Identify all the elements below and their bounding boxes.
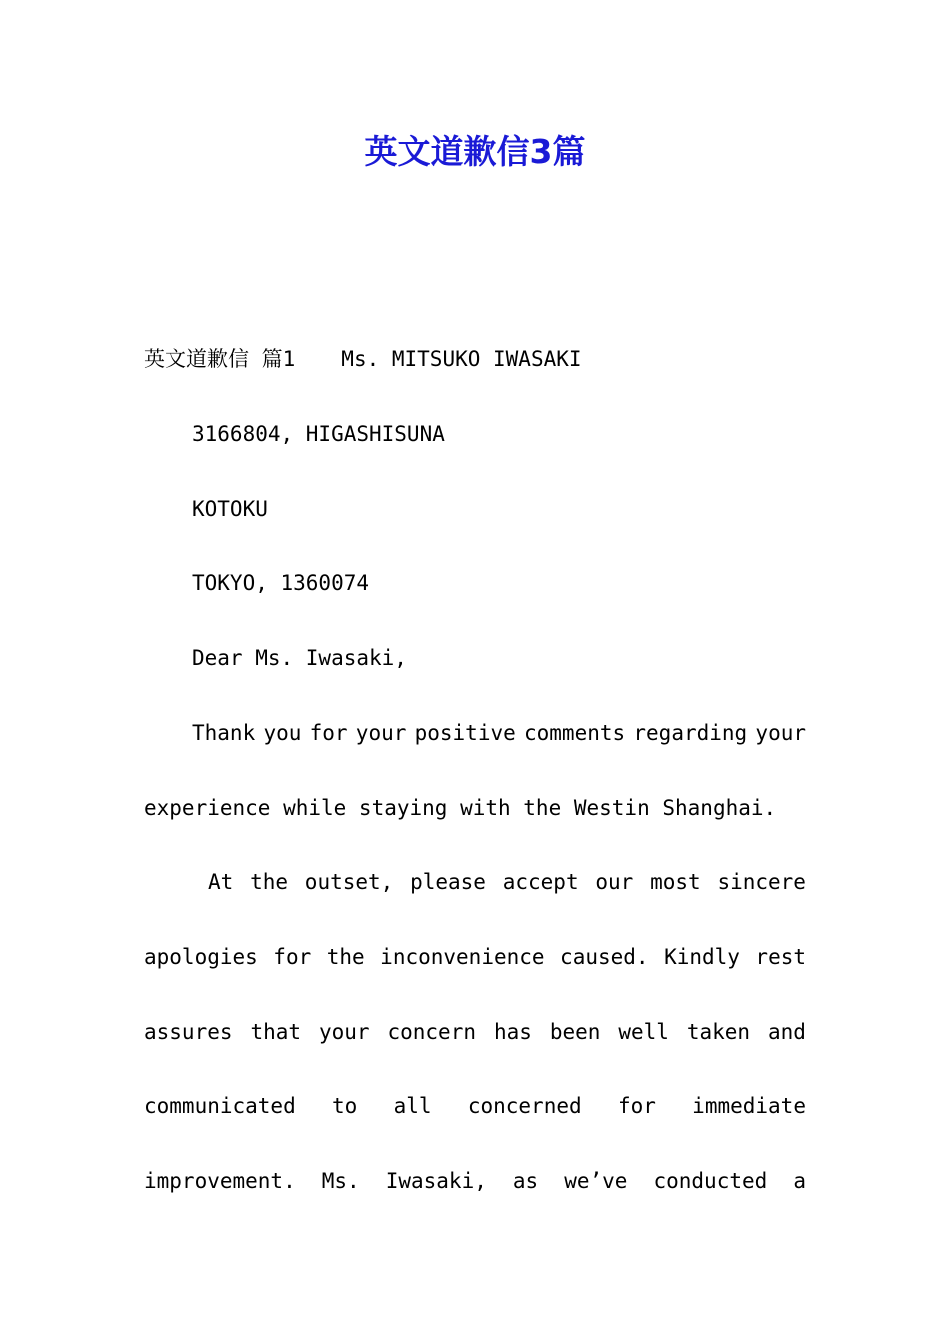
word: positive [414,721,516,745]
paragraph2-line3 [144,1017,806,1047]
paragraph2-line4 [144,1091,806,1121]
word: please [410,870,486,894]
word: Kindly [664,945,740,969]
word: to [332,1094,358,1118]
word: a [793,1169,806,1193]
word: most [650,870,701,894]
word: the [326,945,365,969]
word: regarding [633,721,748,745]
paragraph1-line1 [192,718,806,748]
word: for [617,1094,656,1118]
word: all [393,1094,432,1118]
word: you [263,721,302,745]
word: Iwasaki, [385,1169,487,1193]
word: has [493,1020,532,1044]
word: Ms. [321,1169,360,1193]
word: your [355,721,407,745]
word: the [250,870,289,894]
word: as [512,1169,539,1193]
address-line-2: KOTOKU [192,497,268,521]
word: outset, [304,870,394,894]
paragraph2-line5 [144,1166,806,1196]
section-heading-line [144,344,806,374]
word: been [549,1020,601,1044]
document-title: 英文道歉信3篇 [364,132,586,171]
word: conducted [653,1169,768,1193]
word: Thank [192,721,256,745]
address-line-3: TOKYO, 1360074 [192,571,370,595]
word: apologies [144,945,258,969]
word: improvement. [144,1169,296,1193]
word: for [309,721,348,745]
word: caused. [560,945,649,969]
word: At [208,870,234,894]
word: communicated [144,1094,296,1118]
word: your [755,721,806,745]
word: inconvenience [380,945,545,969]
word: comments [524,721,626,745]
address-line-1: 3166804, HIGASHISUNA [192,422,445,446]
section-label: 英文道歉信 篇1 [144,347,296,371]
paragraph1-line2: experience while staying with the Westin Shanghai. [144,796,777,820]
word: assures [144,1020,233,1044]
salutation: Dear Ms. Iwasaki, [192,646,407,670]
word: well [618,1020,669,1044]
word: taken [686,1020,751,1044]
word: for [273,945,312,969]
recipient-name: Ms. MITSUKO IWASAKI [341,347,582,371]
word: accept [502,870,579,894]
word: our [595,870,634,894]
word: concerned [467,1094,582,1118]
word: and [768,1020,806,1044]
word: we’ve [564,1169,628,1193]
word: sincere [717,870,806,894]
word: your [318,1020,370,1044]
word: concern [387,1020,476,1044]
paragraph2-line1 [208,867,806,897]
word: that [250,1020,302,1044]
word: immediate [692,1094,806,1118]
paragraph2-line2 [144,942,806,972]
word: rest [755,945,806,969]
